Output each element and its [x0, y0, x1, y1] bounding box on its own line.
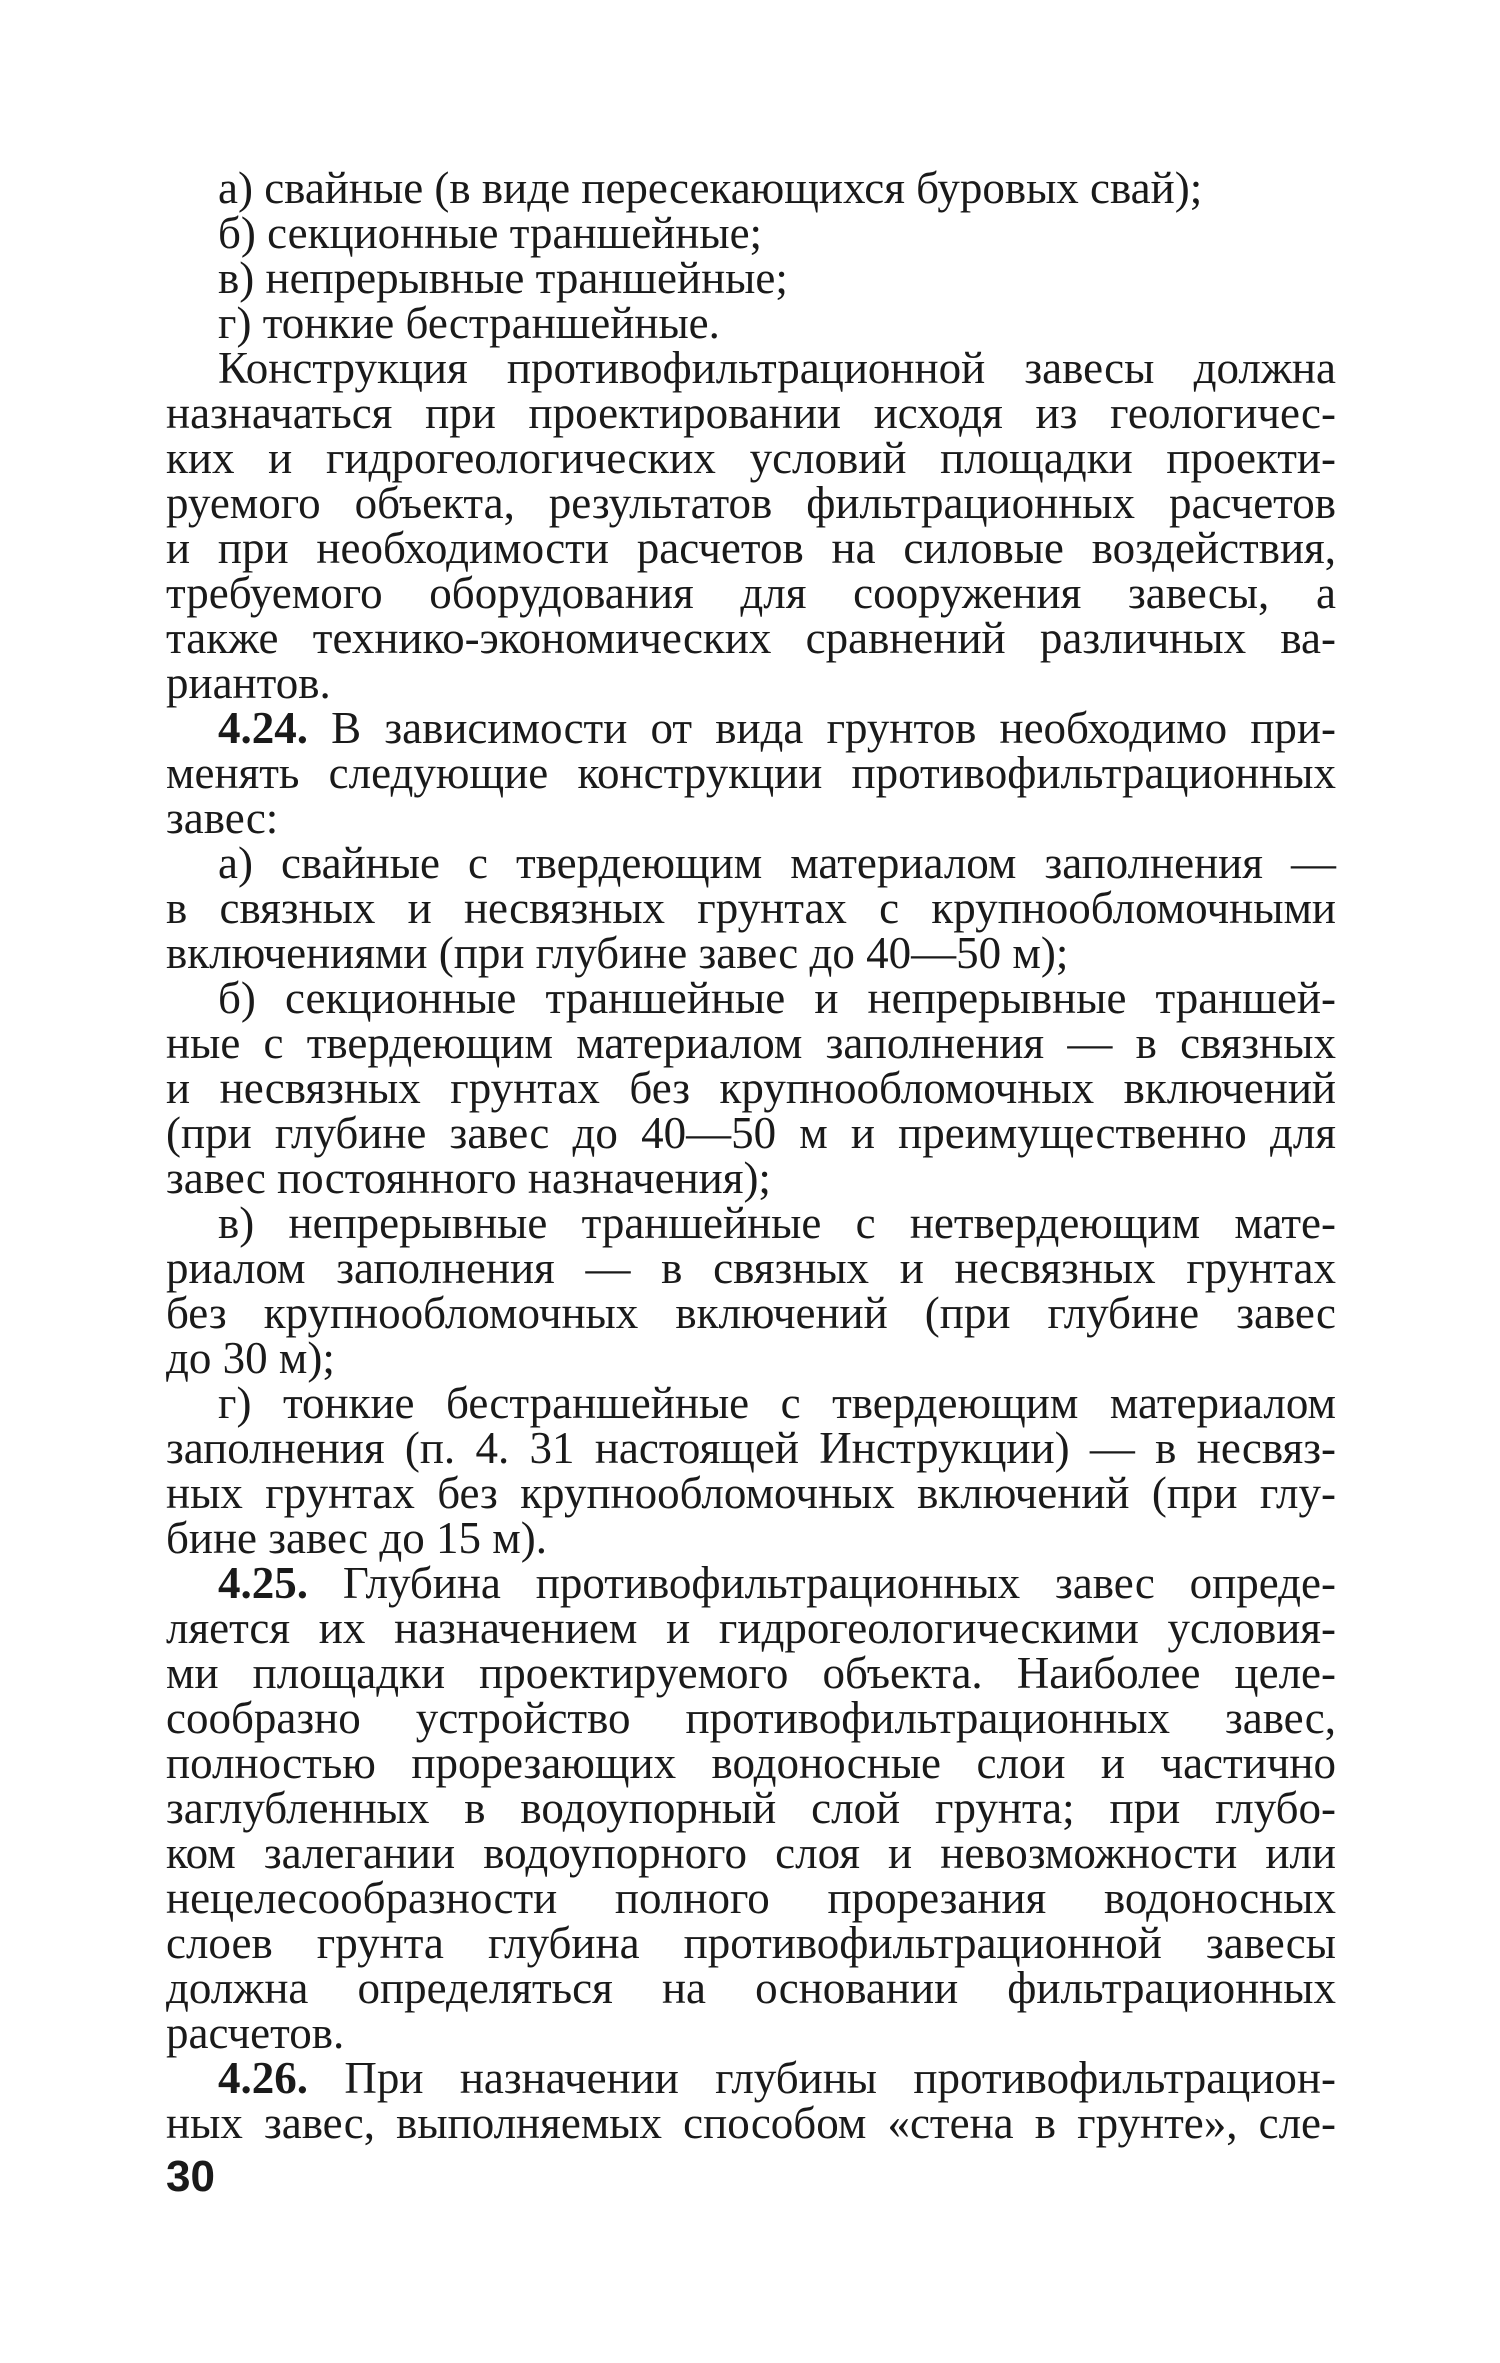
text-line: до 30 м);	[166, 1333, 335, 1383]
text-line: назначаться при проектировании исходя из геологичес-	[166, 388, 1336, 438]
text-line: должна определяться на основании фильтрационных	[166, 1963, 1336, 2013]
text-line: руемого объекта, результатов фильтрационных расчетов	[166, 478, 1336, 528]
section-number: 4.26.	[218, 2053, 308, 2103]
text-line: Конструкция противофильтрационной завесы должна	[218, 343, 1336, 393]
text-line: (при глубине завес до 40—50 м и преимущественно для	[166, 1108, 1336, 1158]
text-line: в связных и несвязных грунтах с крупнообломочными	[166, 883, 1336, 933]
text-line: требуемого оборудования для сооружения завесы, а	[166, 568, 1336, 618]
text-line: сообразно устройство противофильтрационных завес,	[166, 1693, 1336, 1743]
text-line: заполнения (п. 4. 31 настоящей Инструкции) — в несвяз-	[166, 1423, 1336, 1473]
text-line: риалом заполнения — в связных и несвязных грунтах	[166, 1243, 1336, 1293]
text-line	[166, 703, 1336, 753]
text-line: расчетов.	[166, 2008, 345, 2058]
text-line: и при необходимости расчетов на силовые воздействия,	[166, 523, 1336, 573]
text-line: а) свайные с твердеющим материалом заполнения —	[218, 838, 1336, 888]
text-line: менять следующие конструкции противофильтрационных	[166, 748, 1336, 798]
line-text: При назначении глубины противофильтрацион-	[308, 2053, 1336, 2103]
text-line: завес:	[166, 793, 279, 843]
text-line: г) тонкие бестраншейные с твердеющим материалом	[218, 1378, 1336, 1428]
text-line: без крупнообломочных включений (при глубине завес	[166, 1288, 1336, 1338]
page-number: 30	[166, 2152, 215, 2201]
section-number: 4.24.	[218, 703, 308, 753]
text-line: ляется их назначением и гидрогеологическими условия-	[166, 1603, 1336, 1653]
text-line: нецелесообразности полного прорезания водоносных	[166, 1873, 1336, 1923]
text-line: б) секционные траншейные;	[218, 208, 763, 258]
text-line: риантов.	[166, 658, 331, 708]
text-line	[166, 1558, 1336, 1608]
text-line	[166, 2053, 1336, 2103]
text-line: ных завес, выполняемых способом «стена в грунте», сле-	[166, 2098, 1336, 2148]
text-line: ные с твердеющим материалом заполнения — в связных	[166, 1018, 1336, 1068]
text-line: в) непрерывные траншейные с нетвердеющим мате-	[218, 1198, 1336, 1248]
text-line: ком залегании водоупорного слоя и невозможности или	[166, 1828, 1336, 1878]
text-line: также технико-экономических сравнений различных ва-	[166, 613, 1336, 663]
line-text: Глубина противофильтрационных завес опреде-	[308, 1558, 1336, 1608]
text-line: включениями (при глубине завес до 40—50 м);	[166, 928, 1069, 978]
text-line: ких и гидрогеологических условий площадки проекти-	[166, 433, 1336, 483]
document-body	[166, 163, 1336, 2148]
text-line: а) свайные (в виде пересекающихся буровых свай);	[218, 163, 1203, 213]
text-line: бине завес до 15 м).	[166, 1513, 547, 1563]
line-text: В зависимости от вида грунтов необходимо при-	[308, 703, 1336, 753]
text-line: б) секционные траншейные и непрерывные траншей-	[218, 973, 1336, 1023]
text-line: в) непрерывные траншейные;	[218, 253, 788, 303]
text-line: завес постоянного назначения);	[166, 1153, 771, 1203]
section-number: 4.25.	[218, 1558, 308, 1608]
text-line: ных грунтах без крупнообломочных включений (при глу-	[166, 1468, 1336, 1518]
text-line: г) тонкие бестраншейные.	[218, 298, 720, 348]
text-line: ми площадки проектируемого объекта. Наиболее целе-	[166, 1648, 1336, 1698]
text-line: заглубленных в водоупорный слой грунта; при глубо-	[166, 1783, 1336, 1833]
text-line: и несвязных грунтах без крупнообломочных включений	[166, 1063, 1336, 1113]
text-line: слоев грунта глубина противофильтрационной завесы	[166, 1918, 1336, 1968]
text-line: полностью прорезающих водоносные слои и частично	[166, 1738, 1336, 1788]
